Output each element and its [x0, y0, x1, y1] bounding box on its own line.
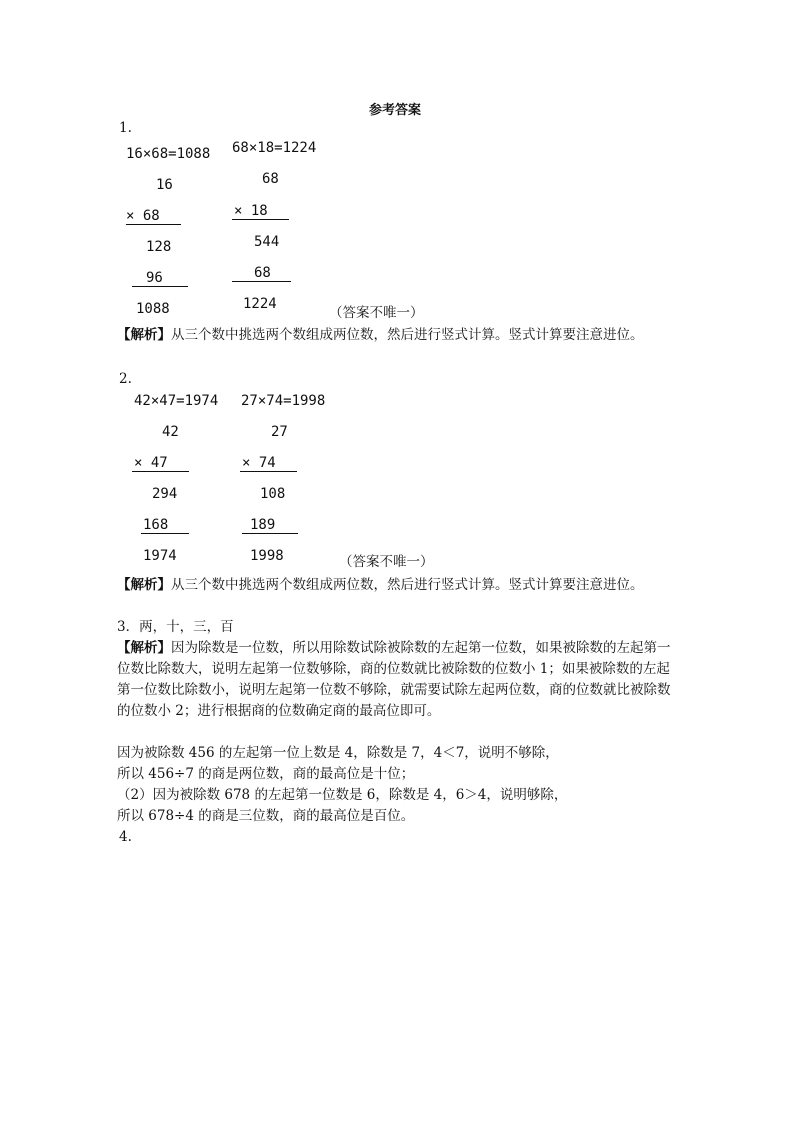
q2-calc-b-partial-2: 189	[250, 517, 276, 533]
q1-equation-a: 16×68=1088	[126, 146, 211, 162]
q1-calc-a-rule-1	[126, 224, 181, 225]
q1-analysis	[117, 325, 679, 346]
q3-line-2: 所以 456÷7 的商是两位数，商的最高位是十位；	[117, 766, 415, 782]
q1-calc-a-mult: × 68	[126, 208, 160, 224]
q1-calc-a-partial-1: 128	[146, 239, 172, 255]
q1-calc-a-result: 1088	[136, 301, 170, 317]
q2-calc-a-result: 1974	[143, 548, 177, 564]
q2-calc-b-mult: × 74	[242, 455, 276, 471]
q2-calc-a-mult: × 47	[134, 455, 168, 471]
q1-calc-a-rule-2	[132, 286, 188, 287]
q3-line-4: 所以 678÷4 的商是三位数，商的最高位是百位。	[117, 808, 415, 824]
q1-calc-a-partial-2: 96	[146, 270, 163, 286]
q2-analysis	[117, 575, 679, 596]
q2-calc-b-rule-2	[242, 533, 298, 534]
q1-analysis-text: 从三个数中挑选两个数组成两位数，然后进行竖式计算。竖式计算要注意进位。	[171, 327, 644, 343]
q2-analysis-text: 从三个数中挑选两个数组成两位数，然后进行竖式计算。竖式计算要注意进位。	[171, 577, 644, 593]
q2-calc-a-rule-2	[141, 533, 189, 534]
q2-calc-b-top: 27	[271, 424, 288, 440]
q2-number: 2.	[119, 371, 132, 387]
q2-analysis-tag: 【解析】	[117, 577, 171, 593]
q1-calc-a-top: 16	[156, 177, 173, 193]
q1-calc-b-partial-2: 68	[254, 265, 271, 281]
q2-calc-b-partial-1: 108	[260, 486, 286, 502]
q1-analysis-tag: 【解析】	[117, 327, 171, 343]
q1-note: （答案不唯一）	[329, 305, 424, 321]
q3-line-3: （2）因为被除数 678 的左起第一位数是 6，除数是 4，6＞4，说明够除，	[117, 787, 568, 803]
page-title: 参考答案	[369, 103, 422, 118]
q1-calc-b-top: 68	[262, 171, 279, 187]
q2-calc-a-partial-1: 294	[152, 486, 178, 502]
q3-line-1: 因为被除数 456 的左起第一位上数是 4，除数是 7，4＜7，说明不够除，	[117, 745, 559, 761]
q1-calc-b-mult: × 18	[234, 203, 268, 219]
q3-answer: 3．两，十，三，百	[117, 619, 234, 635]
q2-equation-a: 42×47=1974	[134, 393, 219, 409]
q2-note: （答案不唯一）	[339, 554, 434, 570]
q2-calc-a-rule-1	[132, 471, 189, 472]
q2-equation-b: 27×74=1998	[241, 393, 326, 409]
q2-calc-b-rule-1	[240, 471, 297, 472]
q2-calc-a-top: 42	[162, 424, 179, 440]
q3-analysis-text: 因为除数是一位数，所以用除数试除被除数的左起第一位数，如果被除数的左起第一位数比除数大，说明左起第一位数够除，商的位数就比被除数的位数小 1；如果被除数的左起第一位数比除数小，说明左起第一位数不够除，就需要试除左起两位数，商的位数就比被除数的位数小 2；进行根据商的位数确定商的最高位即可。	[117, 640, 671, 719]
q3-analysis	[117, 638, 679, 722]
q1-number: 1.	[119, 120, 132, 136]
q1-calc-b-result: 1224	[243, 296, 277, 312]
q1-calc-b-rule-2	[232, 281, 291, 282]
q4-number: 4.	[119, 829, 132, 845]
q3-analysis-tag: 【解析】	[117, 640, 171, 656]
q1-calc-b-rule-1	[232, 219, 289, 220]
q1-calc-b-partial-1: 544	[254, 234, 280, 250]
q2-calc-b-result: 1998	[250, 548, 284, 564]
q1-equation-b: 68×18=1224	[232, 140, 317, 156]
q2-calc-a-partial-2: 168	[143, 517, 169, 533]
